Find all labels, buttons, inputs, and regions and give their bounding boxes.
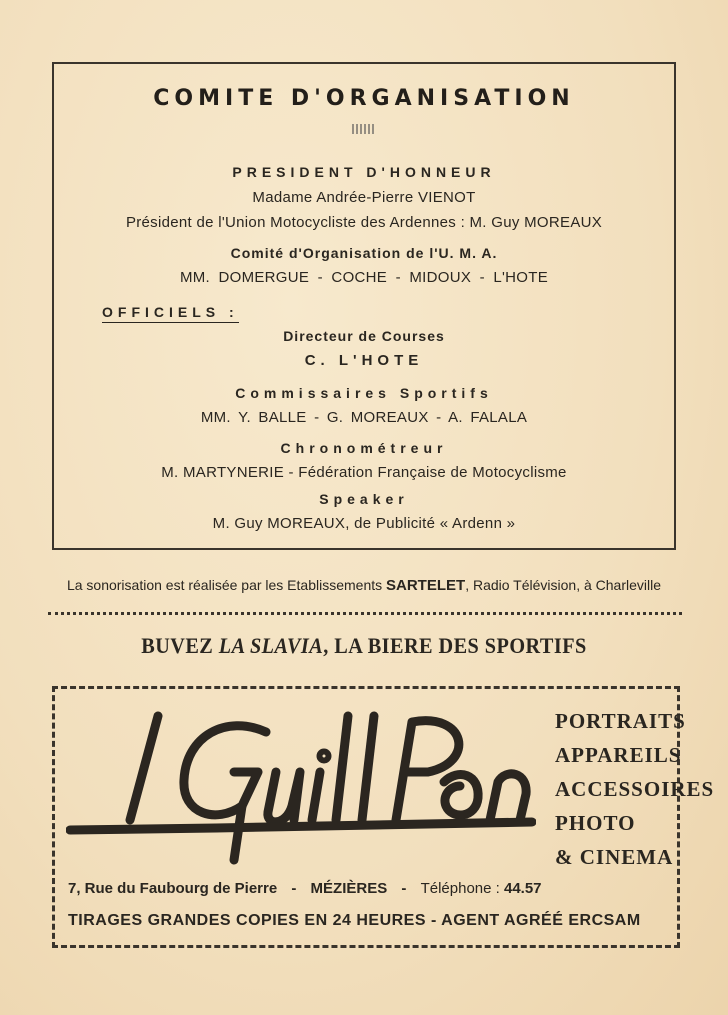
commissaires-names: MM. Y. BALLE - G. MOREAUX - A. FALALA xyxy=(200,409,528,426)
speaker-heading: Speaker xyxy=(319,491,409,507)
chrono-name: M. MARTYNERIE - Fédération Française de Motocyclisme xyxy=(161,464,567,481)
honor-president: Président de l'Union Motocycliste des Ardennes : M. Guy MOREAUX xyxy=(125,214,603,231)
phone-number: 44.57 xyxy=(503,880,542,897)
sound-company: SARTELET xyxy=(386,577,466,594)
services-list xyxy=(555,704,714,874)
service-item: PHOTO xyxy=(555,811,636,835)
service-item: ACCESSOIRES xyxy=(555,777,715,801)
org-heading: Comité d'Organisation de l'U. M. A. xyxy=(230,245,498,261)
city: MÉZIÈRES xyxy=(310,880,388,897)
sound-prefix: La sonorisation est réalisée par les Etablissements xyxy=(66,577,383,593)
service-item: & CINEMA xyxy=(555,845,674,869)
slavia-ad xyxy=(29,633,699,659)
speaker-name: M. Guy MOREAUX, de Publicité « Ardenn » xyxy=(212,515,516,532)
service-item: PORTRAITS xyxy=(555,709,686,733)
guillon-address-line: 7, Rue du Faubourg de Pierre - MÉZIÈRES - Téléphone : 44.57 xyxy=(68,880,542,897)
slavia-post: , LA BIERE DES SPORTIFS xyxy=(323,633,587,658)
guillon-logo xyxy=(66,702,536,872)
sound-credit xyxy=(0,577,728,594)
ornament-icon xyxy=(352,124,374,134)
director-heading: Directeur de Courses xyxy=(283,328,445,344)
officiels-label: OFFICIELS : xyxy=(102,304,239,323)
chrono-heading: Chronométreur xyxy=(280,440,448,456)
honor-name: Madame Andrée-Pierre VIENOT xyxy=(252,189,476,206)
tirages-line: TIRAGES GRANDES COPIES EN 24 HEURES - AGENT AGRÉÉ ERCSAM xyxy=(68,912,641,929)
sound-suffix: , Radio Télévision, à Charleville xyxy=(465,577,662,593)
honor-heading: PRESIDENT D'HONNEUR xyxy=(232,164,496,180)
org-members: MM. DOMERGUE - COCHE - MIDOUX - L'HOTE xyxy=(179,269,549,286)
dotted-divider xyxy=(48,612,682,615)
director-name: C. L'HOTE xyxy=(304,352,424,369)
service-item: APPAREILS xyxy=(555,743,682,767)
slavia-brand: LA SLAVIA xyxy=(218,633,324,658)
phone-label: Téléphone : xyxy=(420,880,500,897)
slavia-pre: BUVEZ xyxy=(141,633,214,658)
commissaires-heading: Commissaires Sportifs xyxy=(235,385,493,401)
street-address: 7, Rue du Faubourg de Pierre xyxy=(68,880,278,897)
committee-title: COMITE D'ORGANISATION xyxy=(153,86,575,111)
